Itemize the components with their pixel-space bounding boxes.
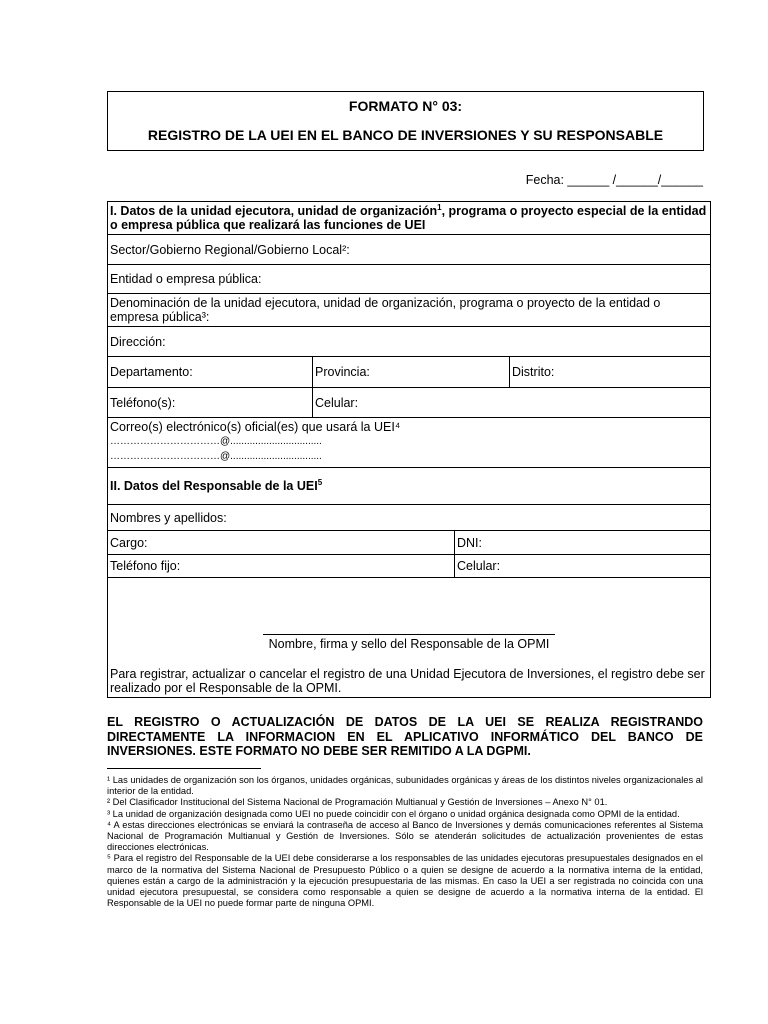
distrito-field[interactable]: Distrito:: [510, 357, 711, 388]
footnotes: [107, 775, 703, 909]
sector-field[interactable]: Sector/Gobierno Regional/Gobierno Local²:: [108, 235, 711, 265]
telefonos-field[interactable]: Teléfono(s):: [108, 388, 313, 418]
celular-field[interactable]: Celular:: [313, 388, 711, 418]
registration-form-table: [107, 201, 711, 698]
signature-label: Nombre, firma y sello del Responsable de la OPMI: [268, 637, 550, 651]
telefono-fijo-field[interactable]: Teléfono fijo:: [108, 555, 455, 578]
signature-space[interactable]: [110, 578, 708, 634]
departamento-field[interactable]: Departamento:: [108, 357, 313, 388]
signature-line: [263, 634, 555, 635]
footnote-4: ⁴ A estas direcciones electrónicas se enviará la contraseña de acceso al Banco de Inversiones y demás comunicaciones referentes al Sistema Nacional de Programación Multianual y Gestión de Inversiones. Sólo se atenderán solicitudes de actualización provenientes de estas direcciones electrónicas.: [107, 819, 703, 853]
footnote-2: ² Del Clasificador Institucional del Sistema Nacional de Programación Multianual y Gestión de Inversiones – Anexo N° 01.: [107, 797, 608, 808]
footnote-separator: [107, 768, 261, 769]
footnote-1: ¹ Las unidades de organización son los órganos, unidades orgánicas, subunidades orgánicas y áreas de los distintos niveles organizacionales al interior de la entidad.: [107, 775, 703, 797]
form-subtitle: REGISTRO DE LA UEI EN EL BANCO DE INVERSIONES Y SU RESPONSABLE: [147, 127, 664, 143]
footnote-3: ³ La unidad de organización designada como UEI no puede coincidir con el órgano o unidad orgánica designada como OPMI de la entidad.: [107, 808, 680, 819]
footnote-ref-5: 5: [317, 477, 323, 487]
section2-heading: II. Datos del Responsable de la UEI$^5$: [108, 468, 711, 505]
correos-field[interactable]: [108, 418, 711, 468]
correos-label: Correo(s) electrónico(s) oficial(es) que usará la UEI⁴: [110, 420, 401, 434]
footnote-5: ⁵ Para el registro del Responsable de la UEI debe considerarse a los responsables de las unidades ejecutoras presupuestales designados en el marco de la normativa del Sistema Nacional de Presupuesto Público o a quien se designe de acuerdo a la normativa interna de la entidad, quienes están a cargo de la administración y la ejecución presupuestaria de las mismas. En caso la UEI a ser registrada no coincida con una unidad ejecutora presupuestal, se considera como responsable a quien se designe de acuerdo a la normativa interna de la entidad. El Responsable de la UEI no puede formar parte de ninguna OPMI.: [107, 853, 703, 909]
footnote-ref-1: 1: [437, 202, 442, 212]
direccion-field[interactable]: Dirección:: [108, 327, 711, 357]
provincia-field[interactable]: Provincia:: [313, 357, 510, 388]
dni-field[interactable]: DNI:: [455, 531, 711, 555]
email-line-1[interactable]: ……………………………@.................................: [110, 436, 322, 447]
denominacion-field[interactable]: Denominación de la unidad ejecutora, unidad de organización, programa o proyecto de la entidad o empresa pública³:: [108, 294, 711, 327]
date-field[interactable]: Fecha: ______ /______/______: [525, 173, 703, 187]
section1-heading: I. Datos de la unidad ejecutora, unidad de organización$^1$, programa o proyecto especial de la entidad o empresa pública que realizará las funciones de UEI: [108, 202, 711, 235]
signature-block: [108, 578, 711, 698]
form-number-title: FORMATO N° 03:: [348, 98, 463, 114]
entidad-field[interactable]: Entidad o empresa pública:: [108, 265, 711, 294]
nombres-field[interactable]: Nombres y apellidos:: [108, 505, 711, 531]
celular-responsable-field[interactable]: Celular:: [455, 555, 711, 578]
email-line-2[interactable]: ……………………………@.................................: [110, 451, 322, 462]
opmi-note: Para registrar, actualizar o cancelar el registro de una Unidad Ejecutora de Inversiones, el registro debe ser realizado por el Responsable de la OPMI.: [110, 667, 705, 695]
cargo-field[interactable]: Cargo:: [108, 531, 455, 555]
registration-notice: EL REGISTRO O ACTUALIZACIÓN DE DATOS DE LA UEI SE REALIZA REGISTRANDO DIRECTAMENTE LA INFORMACION EN EL APLICATIVO INFORMÁTICO DEL BANCO DE INVERSIONES. ESTE FORMATO NO DEBE SER REMITIDO A LA DGPMI.: [107, 715, 703, 758]
form-title-box: [107, 91, 704, 151]
